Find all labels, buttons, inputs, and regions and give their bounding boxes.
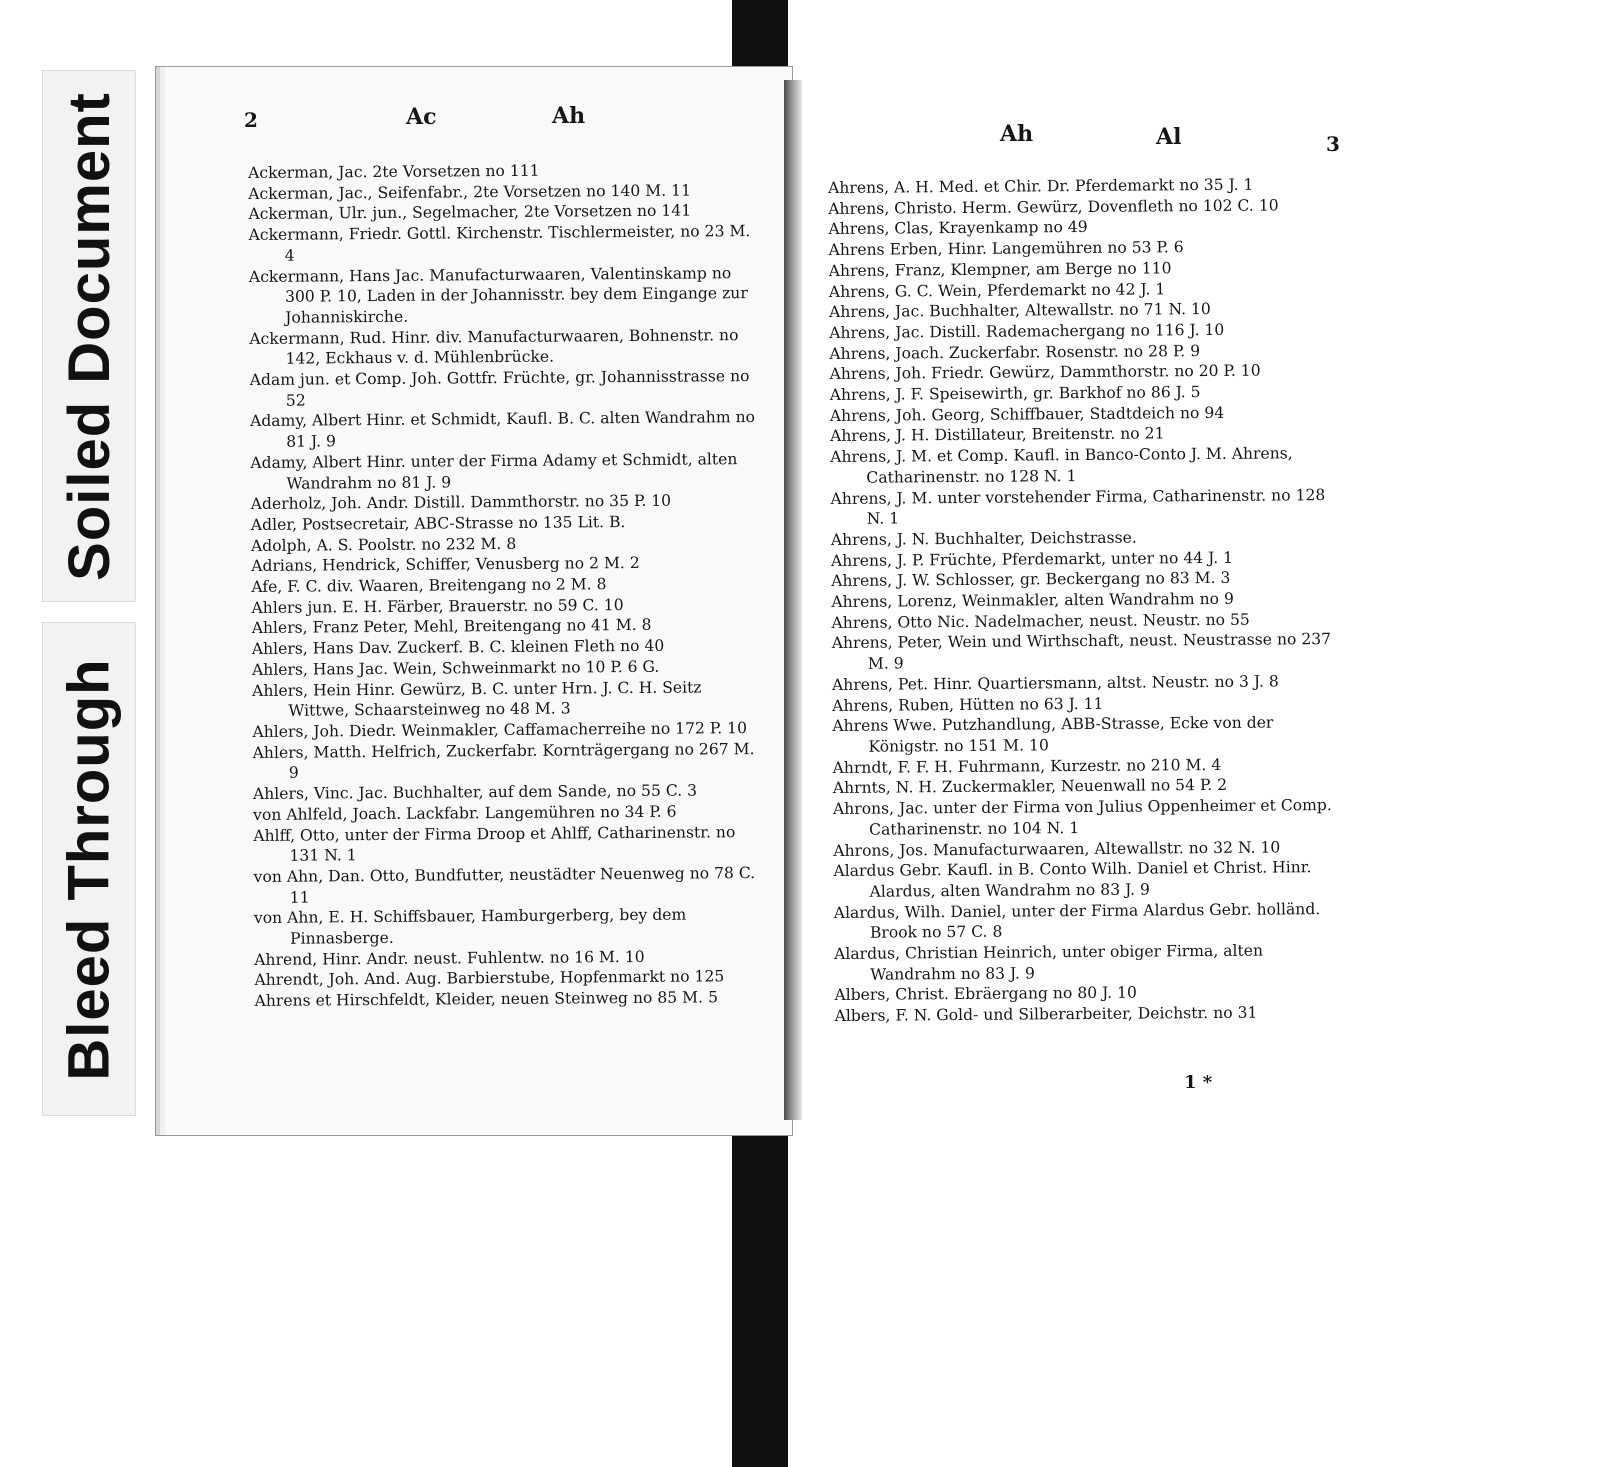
directory-entry: Afe, F. C. div. Waaren, Breitengang no 2 M. 8 xyxy=(251,575,607,597)
directory-entry: Ahrens et Hirschfeldt, Kleider, neuen Steinweg no 85 M. 5 xyxy=(254,988,719,1011)
directory-entry: Ahrens, G. C. Wein, Pferdemarkt no 42 J. 1 xyxy=(828,279,1166,301)
directory-entry: Ackerman, Jac. 2te Vorsetzen no 111 xyxy=(248,161,540,182)
left-running-head-last: Ah xyxy=(552,103,586,129)
left-running-head-first: Ac xyxy=(406,104,437,130)
spine-shadow-bottom xyxy=(732,1118,788,1467)
directory-entry: Ahlers, Hans Dav. Zuckerf. B. C. kleinen Fleth no 40 xyxy=(251,636,665,659)
right-entry-list xyxy=(828,174,1345,1027)
directory-entry: Ahrens, J. M. et Comp. Kaufl. in Banco-Conto J. M. Ahrens, Catharinenstr. no 128 N. 1 xyxy=(830,444,1293,487)
directory-entry: Alardus Gebr. Kaufl. in B. Conto Wilh. Daniel et Christ. Hinr. Alardus, alten Wandrahm no 83 J. 9 xyxy=(833,858,1312,901)
bleed-through-label-text: Bleed Through xyxy=(56,657,122,1081)
bleed-through-label xyxy=(42,622,136,1116)
directory-entry: Ahrons, Jos. Manufacturwaaren, Altewallstr. no 32 N. 10 xyxy=(833,837,1281,860)
directory-entry: Albers, F. N. Gold- und Silberarbeiter, Deichstr. no 31 xyxy=(834,1003,1258,1026)
directory-entry: Ahrens Wwe. Putzhandlung, ABB-Strasse, Ecke von der Königstr. no 151 M. 10 xyxy=(832,713,1274,756)
directory-entry: Ahrens, Joh. Georg, Schiffbauer, Stadtdeich no 94 xyxy=(829,403,1225,425)
directory-entry: Ahrens, A. H. Med. et Chir. Dr. Pferdemarkt no 35 J. 1 xyxy=(828,175,1254,197)
directory-entry: Ahrens, Lorenz, Weinmakler, alten Wandrahm no 9 xyxy=(831,589,1234,612)
directory-entry: Ahlers, Joh. Diedr. Weinmakler, Caffamacherreihe no 172 P. 10 xyxy=(252,719,748,741)
directory-entry: Ahrens, Ruben, Hütten no 63 J. 11 xyxy=(832,694,1104,715)
directory-entry: Ahrens Erben, Hinr. Langemühren no 53 P. 6 xyxy=(828,238,1184,260)
directory-entry: Ahrens, J. H. Distillateur, Breitenstr. no 21 xyxy=(829,424,1165,446)
directory-entry: Alardus, Wilh. Daniel, unter der Firma Alardus Gebr. holländ. Brook no 57 C. 8 xyxy=(833,899,1321,943)
directory-entry: von Ahn, Dan. Otto, Bundfutter, neustädter Neuenweg no 78 C. 11 xyxy=(253,863,756,907)
directory-entry: Ahrens, J. N. Buchhalter, Deichstrasse. xyxy=(830,528,1137,549)
directory-entry: Adler, Postsecretair, ABC-Strasse no 135 Lit. B. xyxy=(250,512,626,534)
book-gutter xyxy=(784,80,802,1120)
soiled-document-label-text: Soiled Document xyxy=(56,91,122,581)
directory-entry: von Ahn, E. H. Schiffsbauer, Hamburgerberg, bey dem Pinnasberge. xyxy=(253,905,687,948)
directory-entry: Ahrndt, F. F. H. Fuhrmann, Kurzestr. no 210 M. 4 xyxy=(832,755,1222,777)
directory-entry: Ahrnts, N. H. Zuckermakler, Neuenwall no 54 P. 2 xyxy=(832,776,1228,798)
directory-entry: Ahrens, Otto Nic. Nadelmacher, neust. Neustr. no 55 xyxy=(831,610,1250,632)
directory-entry: Ahlers jun. E. H. Färber, Brauerstr. no 59 C. 10 xyxy=(251,595,624,617)
directory-entry: Ackerman, Jac., Seifenfabr., 2te Vorsetzen no 140 M. 11 xyxy=(248,181,692,203)
directory-entry: Ahlers, Franz Peter, Mehl, Breitengang no 41 M. 8 xyxy=(251,616,652,638)
directory-entry: Ahrens, Peter, Wein und Wirthschaft, neust. Neustrasse no 237 M. 9 xyxy=(831,630,1332,673)
directory-entry: Ackerman, Ulr. jun., Segelmacher, 2te Vorsetzen no 141 xyxy=(248,201,692,224)
soiled-document-label xyxy=(42,70,136,602)
directory-entry: Ahlers, Vinc. Jac. Buchhalter, auf dem Sande, no 55 C. 3 xyxy=(252,781,698,804)
right-page-number: 3 xyxy=(1326,132,1340,156)
directory-entry: Adamy, Albert Hinr. unter der Firma Adamy et Schmidt, alten Wandrahm no 81 J. 9 xyxy=(250,450,738,493)
left-page-number: 2 xyxy=(244,108,258,132)
directory-entry: Adrians, Hendrick, Schiffer, Venusberg no 2 M. 2 xyxy=(251,554,640,576)
directory-entry: Ahrens, Jac. Buchhalter, Altewallstr. no 71 N. 10 xyxy=(828,300,1211,322)
directory-entry: Adamy, Albert Hinr. et Schmidt, Kaufl. B. C. alten Wandrahm no 81 J. 9 xyxy=(249,408,756,451)
directory-entry: Ahrens, Pet. Hinr. Quartiersmann, altst. Neustr. no 3 J. 8 xyxy=(831,672,1279,694)
directory-entry: Ahrens, Christo. Herm. Gewürz, Dovenfleth no 102 C. 10 xyxy=(828,196,1279,218)
directory-entry: Ahrens, J. W. Schlosser, gr. Beckergang no 83 M. 3 xyxy=(831,569,1231,591)
right-running-head-last: Al xyxy=(1156,124,1182,150)
directory-entry: Aderholz, Joh. Andr. Distill. Dammthorstr. no 35 P. 10 xyxy=(250,491,672,514)
directory-entry: Ahrens, Franz, Klempner, am Berge no 110 xyxy=(828,259,1172,280)
directory-entry: Ahlff, Otto, unter der Firma Droop et Ahlff, Catharinenstr. no 131 N. 1 xyxy=(253,822,736,865)
left-entry-list xyxy=(248,159,767,1012)
directory-entry: Ahrons, Jac. unter der Firma von Julius Oppenheimer et Comp. Catharinenstr. no 104 N. 1 xyxy=(832,796,1332,839)
directory-entry: Ahrens, Joach. Zuckerfabr. Rosenstr. no 28 P. 9 xyxy=(829,341,1201,363)
directory-entry: Ackermann, Friedr. Gottl. Kirchenstr. Tischlermeister, no 23 M. 4 xyxy=(248,222,751,265)
directory-entry: Alardus, Christian Heinrich, unter obiger Firma, alten Wandrahm no 83 J. 9 xyxy=(834,941,1264,984)
directory-entry: Ahrendt, Joh. And. Aug. Barbierstube, Hopfenmarkt no 125 xyxy=(254,967,725,990)
directory-entry: Ackermann, Hans Jac. Manufacturwaaren, Valentinskamp no 300 P. 10, Laden in der Johannisstr. bey dem Eingange zur Johanniskirche. xyxy=(248,263,748,327)
directory-entry: Ahlers, Hans Jac. Wein, Schweinmarkt no 10 P. 6 G. xyxy=(251,657,660,679)
directory-entry: Ahlers, Matth. Helfrich, Zuckerfabr. Kornträgergang no 267 M. 9 xyxy=(252,739,755,783)
directory-entry: Ahrens, Clas, Krayenkamp no 49 xyxy=(828,218,1088,239)
directory-entry: Albers, Christ. Ebräergang no 80 J. 10 xyxy=(834,984,1137,1005)
directory-entry: Adolph, A. S. Poolstr. no 232 M. 8 xyxy=(250,534,517,555)
directory-entry: Ahrens, Joh. Friedr. Gewürz, Dammthorstr. no 20 P. 10 xyxy=(829,361,1261,384)
directory-entry: Ahrens, J. P. Früchte, Pferdemarkt, unter no 44 J. 1 xyxy=(830,548,1234,570)
directory-entry: Adam jun. et Comp. Joh. Gottfr. Früchte, gr. Johannisstrasse no 52 xyxy=(249,367,750,410)
right-running-head-first: Ah xyxy=(1000,121,1034,147)
directory-entry: Ahrens, J. M. unter vorstehender Firma, Catharinenstr. no 128 N. 1 xyxy=(830,485,1326,528)
directory-entry: von Ahlfeld, Joach. Lackfabr. Langemühren no 34 P. 6 xyxy=(253,802,677,824)
directory-entry: Ahrens, J. F. Speisewirth, gr. Barkhof no 86 J. 5 xyxy=(829,383,1201,405)
directory-entry: Ahlers, Hein Hinr. Gewürz, B. C. unter Hrn. J. C. H. Seitz Wittwe, Schaarsteinweg no 48 M. 3 xyxy=(252,678,702,720)
directory-entry: Ackermann, Rud. Hinr. div. Manufacturwaaren, Bohnenstr. no 142, Eckhaus v. d. Mühlenbrücke. xyxy=(249,325,739,369)
directory-entry: Ahrens, Jac. Distill. Rademachergang no 116 J. 10 xyxy=(829,320,1225,342)
directory-entry: Ahrend, Hinr. Andr. neust. Fuhlentw. no 16 M. 10 xyxy=(254,947,645,969)
signature-mark: 1 * xyxy=(1184,1072,1213,1093)
